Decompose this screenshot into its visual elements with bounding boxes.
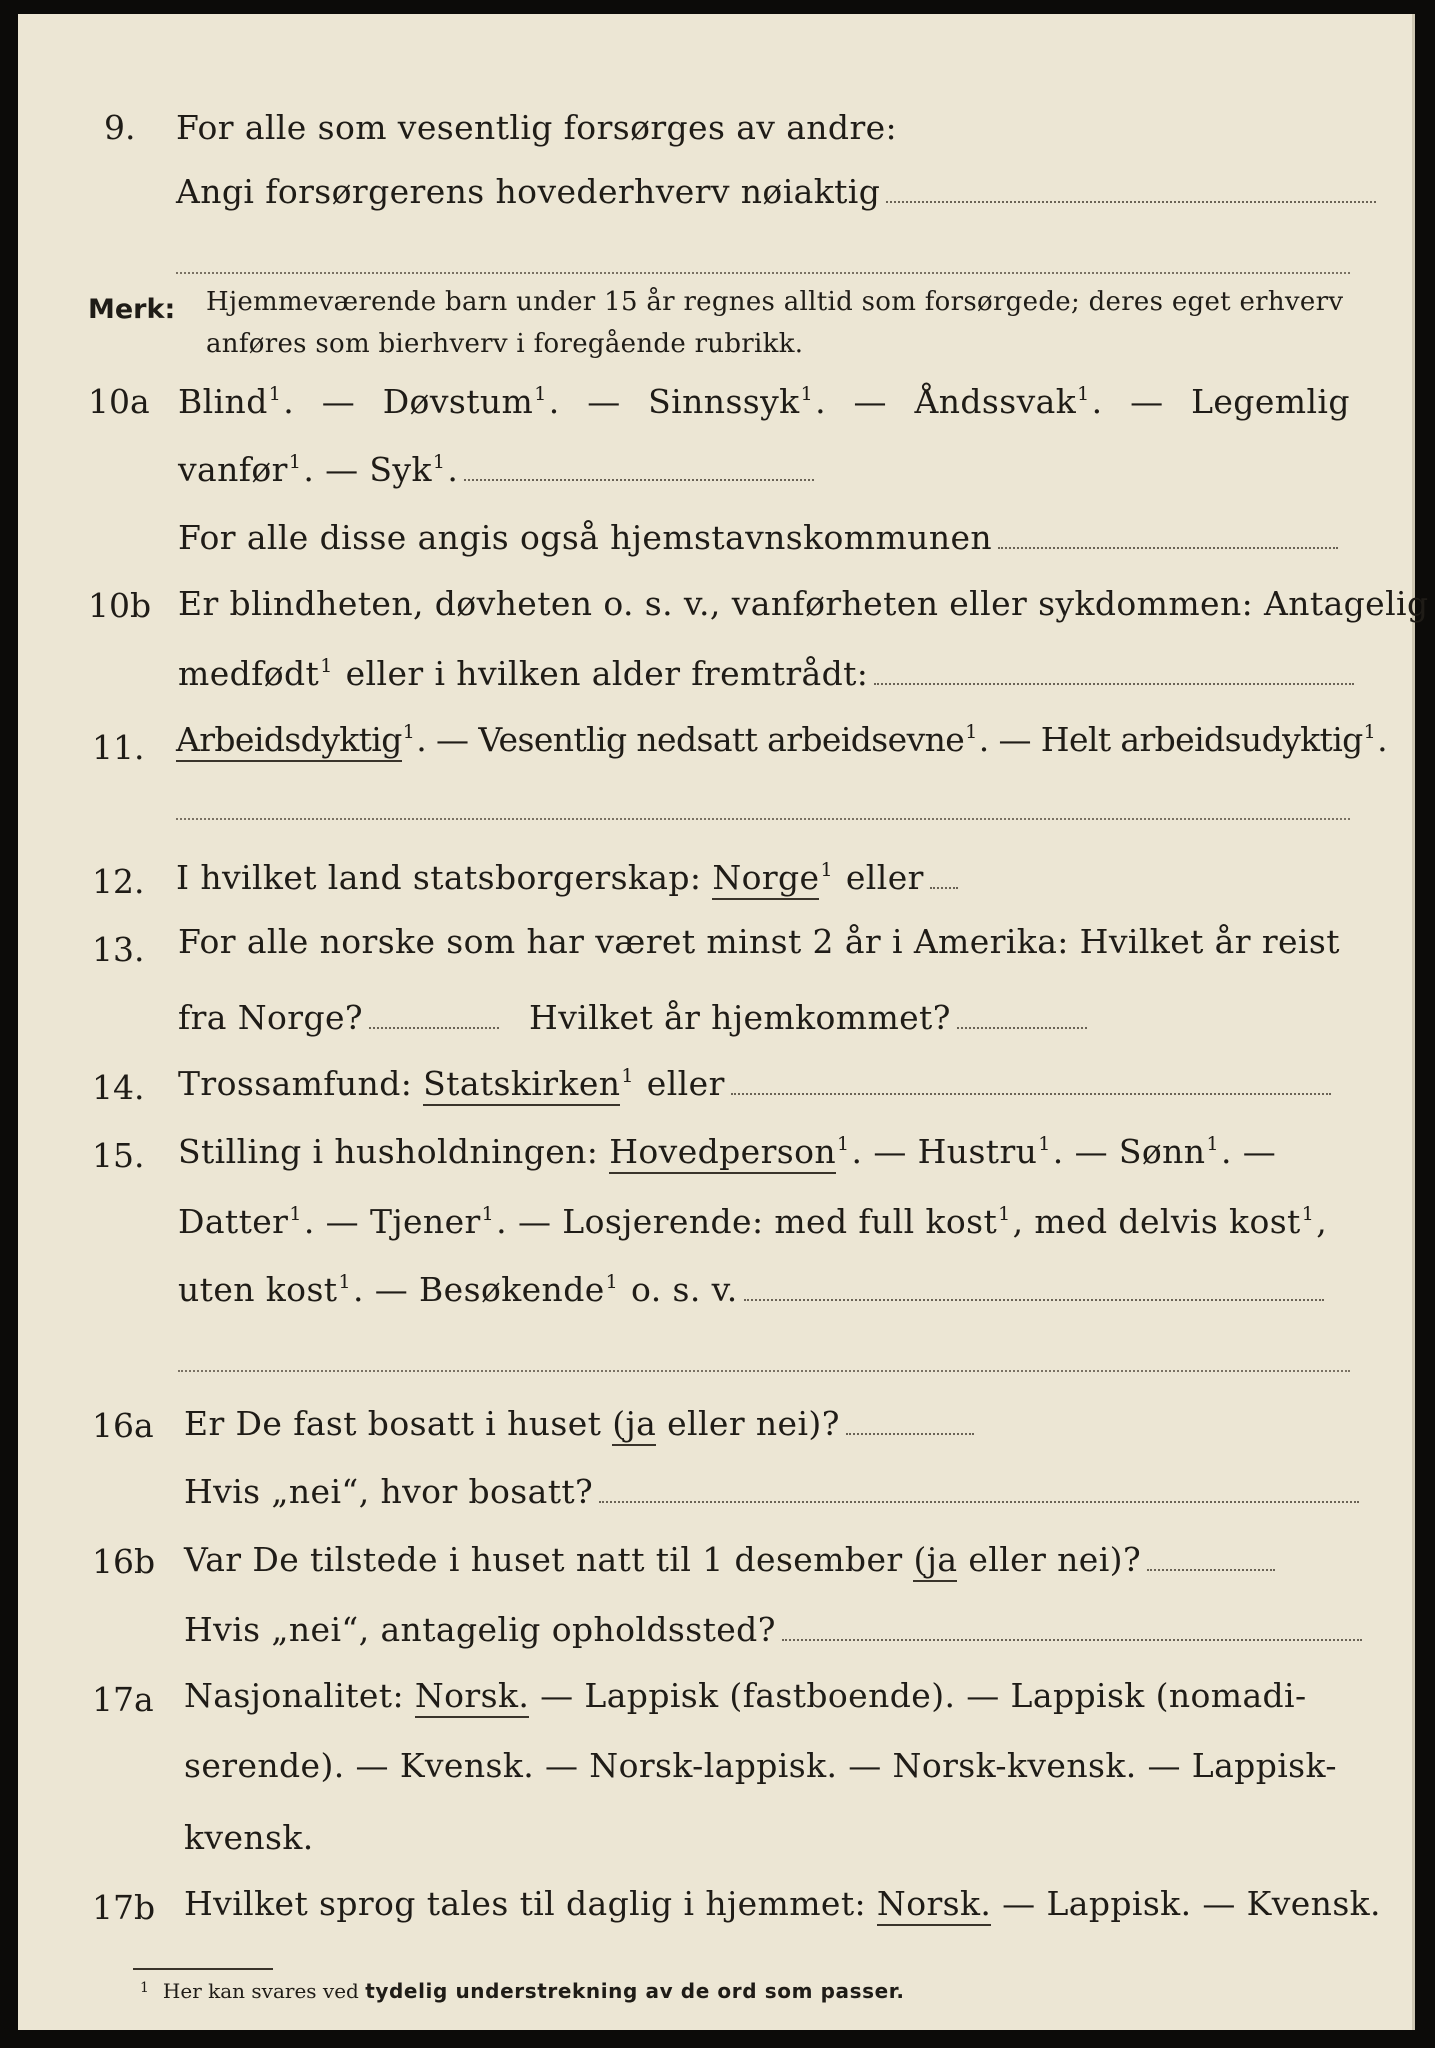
q11-line1: Arbeidsdyktig$^1$. — Vesentlig nedsatt arbeidsevne$^1$. — Helt arbeidsudyktig$^1$.	[176, 720, 1387, 760]
q9-number: 9.	[104, 108, 136, 147]
q12-answer-field[interactable]	[930, 886, 958, 889]
q10a-line2: vanfør$^1$. — Syk$^1$.	[178, 450, 814, 490]
q17a-number: 17a	[92, 1680, 154, 1719]
q11-arbeidsdyktig-underlined[interactable]: Arbeidsdyktig	[176, 720, 402, 762]
q13-line1: For alle norske som har været minst 2 år i Amerika: Hvilket år reist	[178, 922, 1340, 961]
q13-line2: fra Norge? Hvilket år hjemkommet?	[178, 998, 1087, 1038]
q17b-line: Hvilket sprog tales til daglig i hjemmet: Norsk. — Lappisk. — Kvensk.	[184, 1884, 1381, 1924]
q17a-line3: kvensk.	[184, 1818, 314, 1857]
merk-line1: Hjemmeværende barn under 15 år regnes alltid som forsørgede; deres eget erhverv	[206, 287, 1344, 317]
q10a-answer-field[interactable]	[464, 478, 814, 481]
q17b-norsk-underlined[interactable]: Norsk.	[877, 1884, 991, 1926]
q14-answer-field[interactable]	[731, 1092, 1331, 1095]
q16a-answer-field[interactable]	[846, 1432, 974, 1435]
merk-line2: anføres som bierhverv i foregående rubrikk.	[206, 329, 804, 359]
q14-line: Trossamfund: Statskirken$^1$ eller	[178, 1064, 1331, 1104]
q16a-number: 16a	[92, 1406, 154, 1445]
q9-answer-field[interactable]	[886, 200, 1376, 203]
q15-number: 15.	[92, 1136, 145, 1175]
q10a-hjemstavn-field[interactable]	[998, 546, 1338, 549]
q16b-number: 16b	[92, 1542, 156, 1581]
q10a-line3: For alle disse angis også hjemstavnskommunen	[178, 518, 1338, 558]
q10a-line1: Blind$^1$. — Døvstum$^1$. — Sinnssyk$^1$. — Åndssvak$^1$. — Legemlig	[178, 382, 1350, 421]
q9-answer-field-2[interactable]	[176, 272, 1350, 274]
q11-answer-field[interactable]	[176, 818, 1350, 820]
q15-line1: Stilling i husholdningen: Hovedperson$^1$. — Hustru$^1$. — Sønn$^1$. —	[178, 1132, 1276, 1172]
q15-hovedperson-underlined[interactable]: Hovedperson	[609, 1132, 836, 1174]
q15-answer-field-2[interactable]	[178, 1370, 1350, 1372]
q13-hjemkommet-field[interactable]	[957, 1026, 1087, 1029]
q17a-line2: serende). — Kvensk. — Norsk-lappisk. — Norsk-kvensk. — Lappisk-	[184, 1746, 1337, 1785]
footnote-divider	[133, 1968, 273, 1970]
q10b-number: 10b	[88, 586, 152, 625]
q10b-answer-field[interactable]	[874, 682, 1354, 685]
q16a-bosatt-field[interactable]	[599, 1500, 1359, 1503]
q14-number: 14.	[92, 1068, 145, 1107]
q12-norge-underlined[interactable]: Norge	[712, 858, 819, 900]
merk-label: Merk:	[88, 294, 176, 325]
q11-number: 11.	[92, 728, 145, 767]
q16b-ja-underlined[interactable]: (ja	[913, 1540, 957, 1582]
q12-number: 12.	[92, 862, 145, 901]
q16a-ja-underlined[interactable]: (ja	[612, 1404, 656, 1446]
q9-line1: For alle som vesentlig forsørges av andre:	[176, 108, 898, 147]
q15-answer-field[interactable]	[744, 1298, 1324, 1301]
q16b-answer-field[interactable]	[1147, 1568, 1275, 1571]
q14-statskirken-underlined[interactable]: Statskirken	[423, 1064, 620, 1106]
q16b-line1: Var De tilstede i huset natt til 1 desember (ja eller nei)?	[184, 1540, 1275, 1580]
q10b-line1: Er blindheten, døvheten o. s. v., vanførheten eller sykdommen: Antagelig	[178, 584, 1429, 623]
footnote: $^1$ Her kan svares ved tydelig understrekning av de ord som passer.	[140, 1979, 905, 2003]
q17a-norsk-underlined[interactable]: Norsk.	[415, 1676, 529, 1718]
q10a-number: 10a	[88, 382, 150, 421]
q15-line3: uten kost$^1$. — Besøkende$^1$ o. s. v.	[178, 1270, 1324, 1310]
q12-line: I hvilket land statsborgerskap: Norge$^1$ eller	[176, 858, 958, 898]
q16b-opholdssted-field[interactable]	[782, 1638, 1362, 1641]
q10b-line2: medfødt$^1$ eller i hvilken alder fremtrådt:	[178, 654, 1354, 694]
q9-line2: Angi forsørgerens hovederhverv nøiaktig	[176, 172, 1376, 212]
q17b-number: 17b	[92, 1888, 156, 1927]
q16a-line1: Er De fast bosatt i huset (ja eller nei)?	[184, 1404, 974, 1444]
q16b-line2: Hvis „nei“, antagelig opholdssted?	[184, 1610, 1362, 1650]
q17a-line1: Nasjonalitet: Norsk. — Lappisk (fastboende). — Lappisk (nomadi-	[184, 1676, 1307, 1716]
q13-reist-field[interactable]	[369, 1026, 499, 1029]
q15-line2: Datter$^1$. — Tjener$^1$. — Losjerende: med full kost$^1$, med delvis kost$^1$,	[178, 1202, 1328, 1241]
q13-number: 13.	[92, 930, 145, 969]
q16a-line2: Hvis „nei“, hvor bosatt?	[184, 1472, 1359, 1512]
